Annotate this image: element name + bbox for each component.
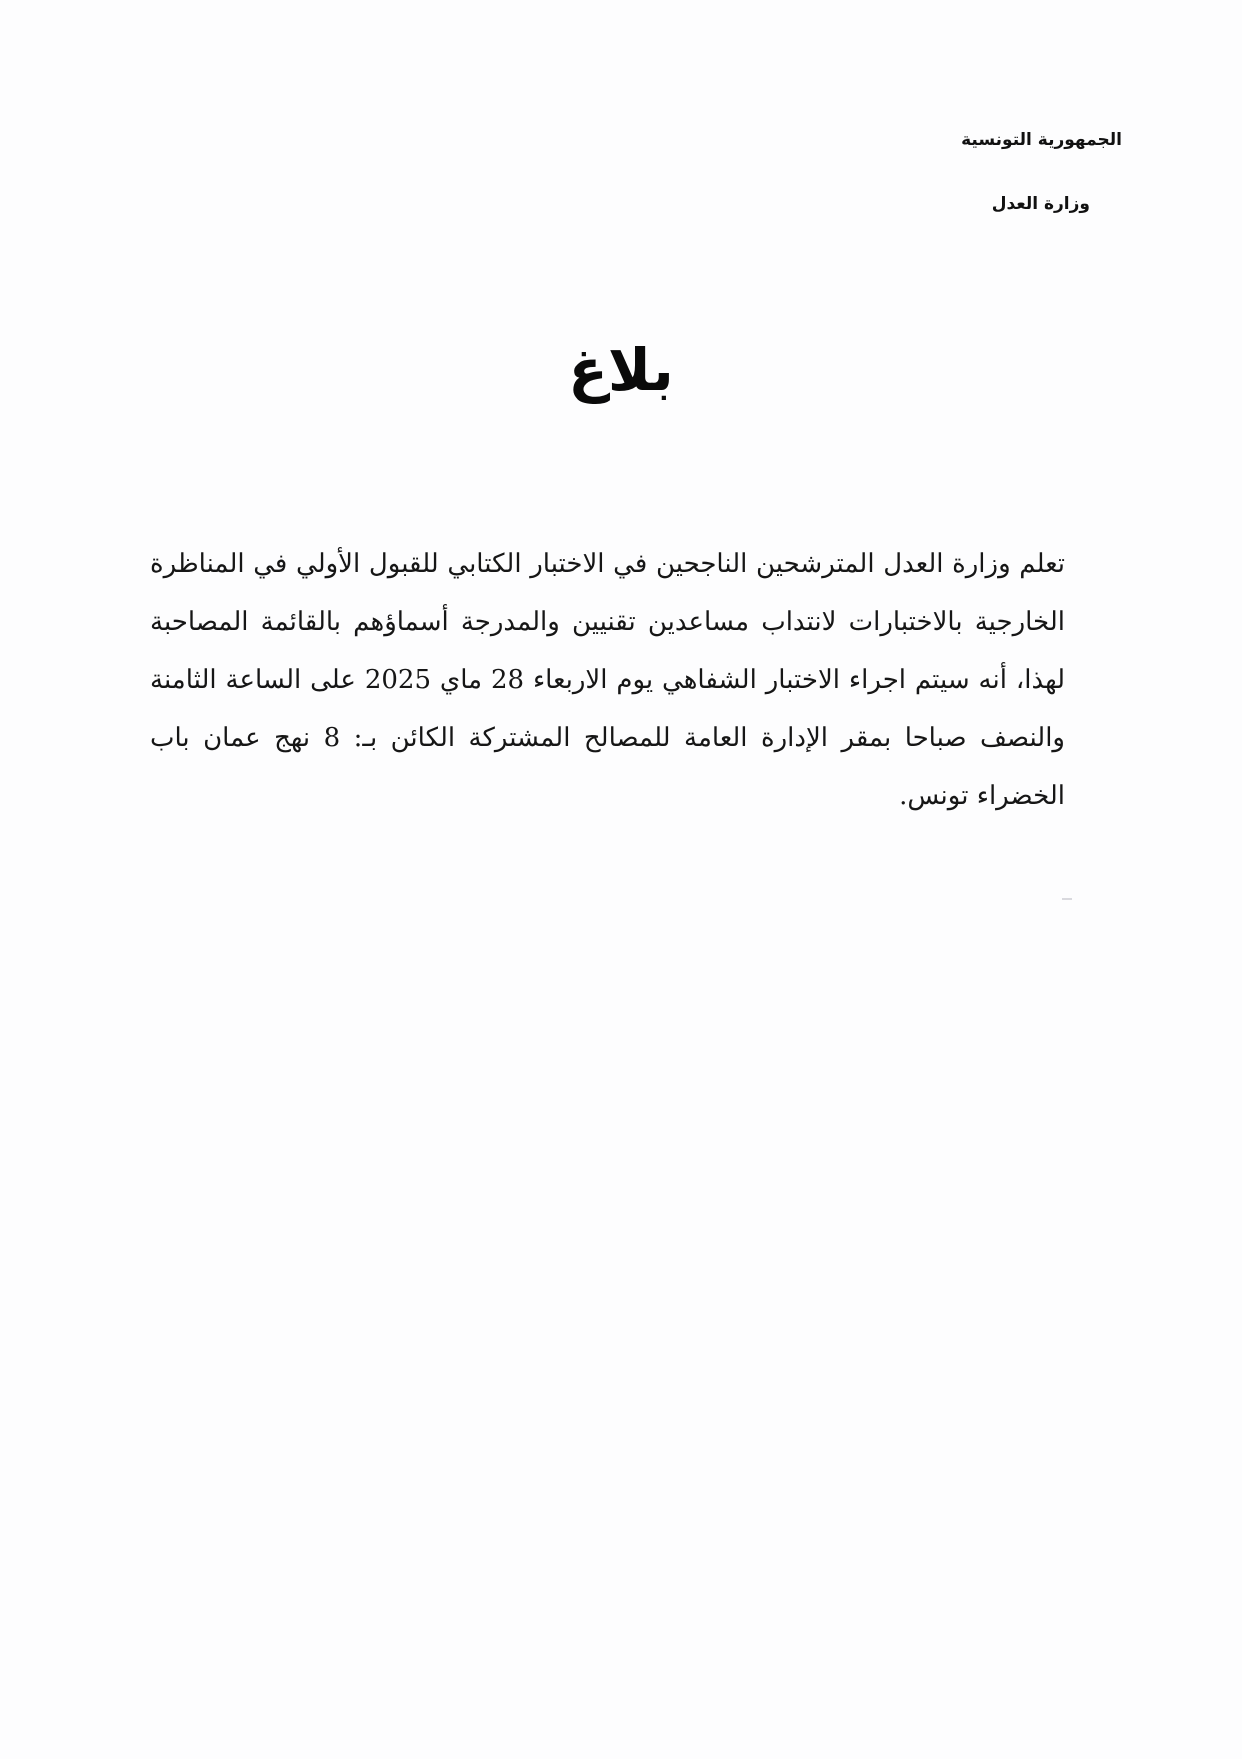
announcement-paragraph: تعلم وزارة العدل المترشحين الناجحين في الاختبار الكتابي للقبول الأولي في المناظرة الخارجية بالاختبارات لانتداب مساعدين تقنيين والمدرجة أسماؤهم بالقائمة المصاحبة لهذا، أنه سيتم اجراء الاختبار الشفاهي يوم الاربعاء 28 ماي 2025 على الساعة الثامنة والنصف صباحا بمقر الإدارة العامة للمصالح المشتركة الكائن بـ: 8 نهج عمان باب الخضراء تونس. — [150, 549, 1065, 811]
republic-name: الجمهورية التونسية — [961, 130, 1122, 150]
scan-artifact — [1062, 898, 1072, 900]
letterhead — [722, 128, 1122, 216]
document-title: بلاغ — [568, 336, 674, 404]
ministry-name: وزارة العدل — [991, 194, 1090, 214]
